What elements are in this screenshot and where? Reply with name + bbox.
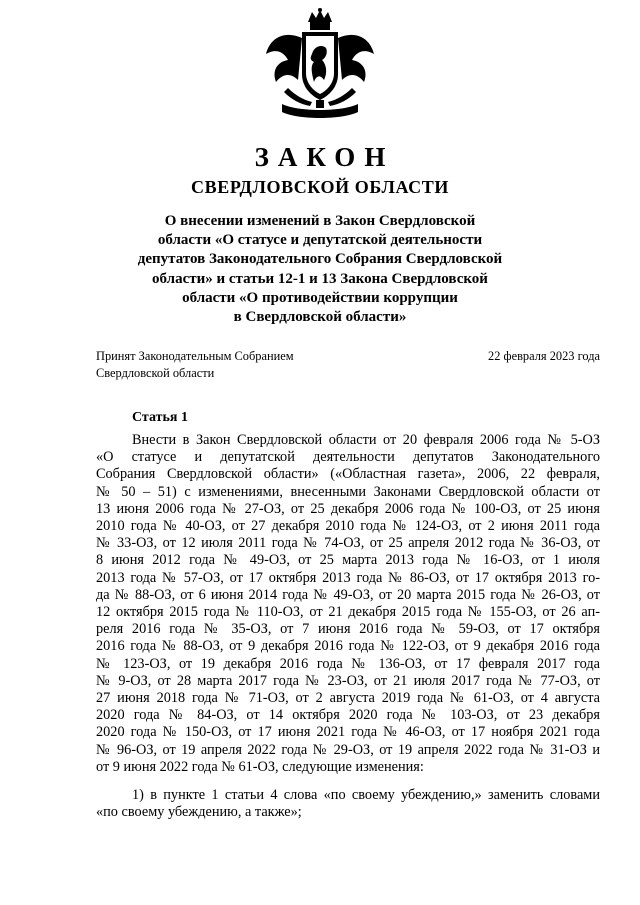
body-line: 2010 года № 40-ОЗ, от 27 декабря 2010 года № 124-ОЗ, от 2 июня 2011 года [96, 518, 600, 535]
coat-of-arms-icon [262, 8, 378, 126]
subject-line: области «О статусе и депутатской деятельности [157, 232, 483, 249]
adoption-date: 22 февраля 2023 года [488, 349, 600, 363]
body-line: 2013 года № 57-ОЗ, от 17 октября 2013 года № 86-ОЗ, от 17 октября 2013 го- [96, 569, 600, 586]
adopted-by-line: Свердловской области [96, 366, 215, 380]
subject-line: области «О противодействии коррупции [182, 289, 458, 306]
body-line: № 9-ОЗ, от 28 марта 2017 года № 23-ОЗ, от 21 июля 2017 года № 77-ОЗ, от [96, 672, 600, 689]
body-line: 2020 года № 150-ОЗ, от 17 июня 2021 года № 46-ОЗ, от 17 ноября 2021 года [96, 724, 600, 741]
body-line: № 123-ОЗ, от 19 декабря 2016 года № 136-ОЗ, от 17 февраля 2017 года [96, 655, 600, 672]
article-item-1 [96, 787, 600, 821]
body-line: «О статусе и депутатской деятельности депутатов Законодательного [96, 449, 600, 466]
adopted-by-line: Принят Законодательным Собранием [96, 349, 294, 363]
body-line: 27 июня 2018 года № 71-ОЗ, от 2 августа 2019 года № 61-ОЗ, от 4 августа [96, 690, 600, 707]
body-line: Собрания Свердловской области» («Областная газета», 2006, 22 февраля, [96, 466, 600, 483]
article-body [96, 432, 600, 776]
article-heading: Статья 1 [132, 410, 188, 425]
body-line: реля 2016 года № 35-ОЗ, от 7 июня 2016 года № 59-ОЗ, от 17 октября [96, 621, 600, 638]
subject-line: области» и статьи 12-1 и 13 Закона Свердловской [152, 270, 488, 287]
law-title: ЗАКОН [254, 142, 395, 172]
body-line: 2016 года № 88-ОЗ, от 9 декабря 2016 года № 122-ОЗ, от 9 декабря 2016 года [96, 638, 600, 655]
body-line: № 50 – 51) с изменениями, внесенными Законами Свердловской области от [96, 483, 600, 500]
body-line: № 96-ОЗ, от 19 апреля 2022 года № 29-ОЗ, от 19 апреля 2022 года № 31-ОЗ и [96, 741, 600, 758]
subject-line: депутатов Законодательного Собрания Свердловской [137, 251, 503, 268]
body-line: от 9 июня 2022 года № 61-ОЗ, следующие изменения: [96, 758, 424, 775]
item-line: «по своему убеждению, а также»; [96, 804, 302, 821]
adopted-by [96, 348, 294, 382]
region-title: СВЕРДЛОВСКОЙ ОБЛАСТИ [191, 177, 449, 197]
body-line: 12 октября 2015 года № 110-ОЗ, от 21 декабря 2015 года № 155-ОЗ, от 26 ап- [96, 604, 600, 621]
subject-line: О внесении изменений в Закон Свердловской [164, 213, 476, 229]
body-line: 13 июня 2006 года № 27-ОЗ, от 25 декабря 2006 года № 100-ОЗ, от 25 июня [96, 500, 600, 517]
item-line: 1) в пункте 1 статьи 4 слова «по своему убеждению,» заменить словами [132, 787, 600, 803]
body-line: Внести в Закон Свердловской области от 20 февраля 2006 года № 5-ОЗ [132, 432, 600, 448]
body-line: 2020 года № 84-ОЗ, от 14 октября 2020 года № 103-ОЗ, от 23 декабря [96, 707, 600, 724]
subject-line: в Свердловской области» [233, 309, 407, 326]
body-line: № 33-ОЗ, от 12 июля 2011 года № 74-ОЗ, от 25 апреля 2012 года № 36-ОЗ, от [96, 535, 600, 552]
body-line: 8 июня 2012 года № 49-ОЗ, от 25 марта 2013 года № 16-ОЗ, от 1 июля [96, 552, 600, 569]
law-subject [110, 212, 530, 327]
body-line: да № 88-ОЗ, от 6 июня 2014 года № 49-ОЗ, от 20 марта 2015 года № 26-ОЗ, от [96, 586, 600, 603]
